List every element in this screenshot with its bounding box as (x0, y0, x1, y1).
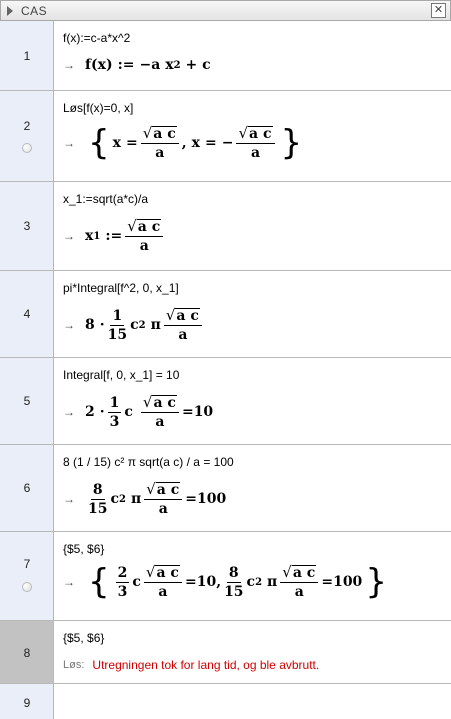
cas-output (63, 481, 226, 517)
math-exponent: 2 (119, 493, 126, 505)
math-text: π (267, 574, 278, 590)
cas-input[interactable]: x_1:=sqrt(a*c)/a (63, 192, 149, 206)
sqrt-icon: √ (238, 124, 249, 142)
row-header[interactable] (0, 21, 54, 90)
cas-row-6[interactable] (0, 445, 451, 532)
fraction (88, 482, 107, 517)
math-text: − (221, 135, 234, 151)
math-exponent: 2 (173, 59, 181, 71)
math-text: a c (137, 219, 161, 235)
math-text: 100 (197, 491, 227, 507)
row-number: 1 (23, 49, 31, 63)
output-math (85, 394, 213, 430)
fraction (224, 565, 243, 600)
window-title: CAS (21, 4, 48, 18)
cas-output (63, 564, 390, 600)
cas-error-output (63, 658, 319, 672)
cas-input[interactable]: pi*Integral[f^2, 0, x_1] (63, 281, 179, 295)
cas-row-1[interactable] (0, 21, 451, 91)
math-text: x (112, 135, 121, 151)
math-text: · (99, 317, 105, 333)
math-text: 15 (107, 326, 128, 343)
math-text: 10 (196, 574, 217, 590)
output-math (85, 57, 211, 73)
row-number: 2 (23, 119, 31, 133)
fraction (144, 481, 182, 517)
cas-titlebar (0, 0, 451, 21)
math-text: = (185, 491, 198, 507)
output-math (85, 307, 205, 343)
collapse-arrow-icon[interactable] (7, 6, 13, 16)
cas-output (63, 125, 305, 161)
cas-row-7[interactable] (0, 532, 451, 621)
cas-row-9[interactable] (0, 684, 451, 719)
fraction (144, 564, 182, 600)
output-arrow-icon: → (63, 492, 75, 506)
math-text: 2 (85, 404, 95, 420)
math-text: 8 (228, 564, 239, 581)
math-text: 3 (109, 413, 120, 430)
cas-output (63, 394, 213, 430)
math-text: = (181, 404, 194, 420)
cas-row-2[interactable] (0, 91, 451, 182)
fraction (108, 308, 127, 343)
math-text: c (130, 317, 139, 333)
math-text: = (184, 574, 197, 590)
row-number: 6 (23, 481, 31, 495)
visibility-toggle-icon[interactable] (22, 582, 32, 592)
output-math (85, 564, 390, 600)
cas-input[interactable]: Løs[f(x)=0, x] (63, 101, 134, 115)
row-number: 9 (23, 696, 31, 710)
math-text: 1 (112, 307, 123, 324)
row-header[interactable] (0, 271, 54, 357)
math-text: π (150, 317, 161, 333)
math-text: + c (185, 57, 211, 73)
math-text: , (181, 135, 187, 151)
solve-label: Løs: (63, 659, 85, 671)
sqrt-icon: √ (127, 217, 137, 235)
right-brace: } (280, 123, 303, 163)
math-text: · (99, 404, 105, 420)
sqrt-icon: √ (165, 306, 176, 324)
math-exponent: 2 (138, 319, 146, 331)
row-number: 4 (23, 307, 31, 321)
output-arrow-icon: → (63, 318, 75, 332)
output-math (85, 125, 305, 161)
output-arrow-icon: → (63, 136, 75, 150)
math-text: a (139, 238, 149, 254)
cas-input[interactable]: Integral[f, 0, x_1] = 10 (63, 368, 180, 382)
left-brace: { (88, 562, 110, 602)
output-arrow-icon: → (63, 405, 75, 419)
error-message: Utregningen tok for lang tid, og ble avbrutt. (92, 658, 320, 672)
cas-rows (0, 21, 451, 719)
math-text: = (205, 135, 217, 151)
math-text: f(x) (85, 57, 113, 73)
math-subscript: 1 (93, 230, 101, 242)
math-text: = (321, 574, 334, 590)
cas-input[interactable]: f(x):=c-a*x^2 (63, 31, 131, 45)
math-text: a c (153, 395, 176, 411)
fraction (116, 565, 130, 600)
math-text: 100 (333, 574, 363, 590)
math-text: 2 (117, 564, 128, 581)
math-text: = (126, 135, 138, 151)
math-text: a c (249, 126, 272, 142)
row-header[interactable] (0, 684, 54, 719)
math-text: c (132, 574, 141, 590)
cas-input[interactable]: 8 (1 / 15) c² π sqrt(a c) / a = 100 (63, 455, 234, 469)
row-number: 5 (23, 394, 31, 408)
fraction (141, 125, 179, 161)
math-text: a c (176, 308, 199, 324)
math-text: 15 (88, 500, 108, 517)
fraction (141, 394, 179, 430)
fraction (236, 125, 274, 161)
row-header[interactable] (0, 91, 54, 181)
row-header[interactable] (0, 358, 54, 444)
math-text: a c (156, 482, 180, 498)
math-text: 8 (85, 317, 95, 333)
math-text: a (178, 327, 188, 343)
left-brace: { (88, 123, 110, 163)
close-icon[interactable]: ✕ (431, 3, 446, 18)
cas-row-5[interactable] (0, 358, 451, 445)
math-text: x (191, 135, 201, 151)
row-number: 8 (23, 646, 31, 660)
row-header[interactable] (0, 445, 54, 531)
cas-row-8[interactable] (0, 621, 451, 684)
math-text: a c (156, 565, 179, 581)
math-text: c (124, 404, 133, 420)
fraction (108, 395, 122, 430)
output-math (85, 481, 226, 517)
math-text: a (158, 584, 168, 600)
sqrt-icon: √ (282, 563, 292, 581)
fraction (280, 564, 318, 600)
math-text: x (85, 228, 94, 244)
output-math (85, 218, 166, 254)
math-text: −a x (139, 57, 174, 73)
output-arrow-icon: → (63, 58, 75, 72)
math-text: , (216, 574, 222, 590)
row-number: 7 (23, 557, 31, 571)
cas-output (63, 307, 205, 343)
math-text: 8 (92, 481, 103, 498)
row-header[interactable] (0, 621, 54, 683)
math-text: π (130, 491, 142, 507)
math-text: 15 (224, 583, 244, 600)
sqrt-icon: √ (142, 124, 153, 142)
math-text: a (155, 414, 165, 430)
math-text: 1 (109, 394, 120, 411)
math-text: a (155, 145, 165, 161)
fraction (164, 307, 202, 343)
cas-output (63, 218, 166, 254)
output-arrow-icon: → (63, 229, 75, 243)
right-brace: } (365, 562, 387, 602)
output-arrow-icon: → (63, 575, 75, 589)
math-exponent: 2 (255, 576, 263, 588)
row-header[interactable] (0, 532, 54, 620)
row-number: 3 (23, 219, 31, 233)
math-text: c (110, 491, 120, 507)
math-text: a (294, 584, 304, 600)
fraction (125, 218, 163, 254)
cas-row-3[interactable] (0, 182, 451, 271)
math-text: 10 (193, 404, 214, 420)
row-header[interactable] (0, 182, 54, 270)
math-text: 3 (117, 583, 128, 600)
math-text: c (246, 574, 256, 590)
cas-input[interactable]: {$5, $6} (63, 542, 105, 556)
math-text: a (158, 501, 168, 517)
sqrt-icon: √ (146, 480, 156, 498)
math-text: := (105, 228, 123, 244)
cas-output (63, 57, 211, 73)
cas-row-4[interactable] (0, 271, 451, 358)
math-text: a (250, 145, 261, 161)
visibility-toggle-icon[interactable] (22, 143, 32, 153)
cas-input[interactable]: {$5, $6} (63, 631, 105, 645)
math-text: a c (292, 565, 316, 581)
sqrt-icon: √ (145, 563, 156, 581)
math-text: := (117, 57, 135, 73)
math-text: a c (153, 126, 176, 142)
sqrt-icon: √ (142, 393, 153, 411)
